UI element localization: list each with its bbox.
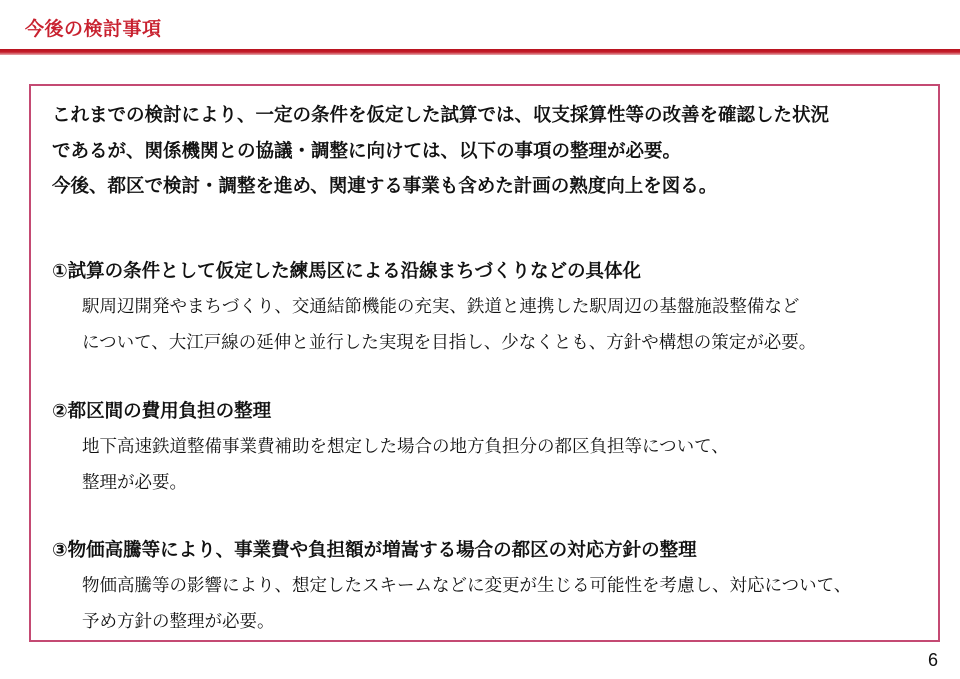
section-body-line: 地下高速鉄道整備事業費補助を想定した場合の地方負担分の都区負担等について、 — [82, 437, 729, 457]
section-heading: ①試算の条件として仮定した練馬区による沿線まちづくりなどの具体化 — [52, 261, 641, 282]
title-divider — [0, 49, 960, 55]
section-2 — [52, 394, 932, 501]
section-1 — [52, 254, 932, 361]
section-heading: ③物価高騰等により、事業費や負担額が増嵩する場合の都区の対応方針の整理 — [52, 540, 697, 561]
intro-paragraph — [52, 98, 922, 205]
section-body-line: について、大江戸線の延伸と並行した実現を目指し、少なくとも、方針や構想の策定が必要。 — [82, 333, 817, 353]
section-heading: ②都区間の費用負担の整理 — [52, 401, 272, 422]
section-body-line: 駅周辺開発やまちづくり、交通結節機能の充実、鉄道と連携した駅周辺の基盤施設整備など — [82, 297, 800, 317]
page-title: 今後の検討事項 — [25, 18, 162, 40]
page-number: 6 — [927, 650, 938, 670]
intro-line: これまでの検討により、一定の条件を仮定した試算では、収支採算性等の改善を確認した状況 — [52, 105, 830, 126]
intro-line: であるが、関係機関との協議・調整に向けては、以下の事項の整理が必要。 — [52, 140, 682, 162]
section-body-line: 整理が必要。 — [82, 473, 187, 493]
section-body-line: 予め方針の整理が必要。 — [82, 612, 275, 632]
section-body-line: 物価高騰等の影響により、想定したスキームなどに変更が生じる可能性を考慮し、対応について、 — [82, 576, 852, 596]
section-3 — [52, 533, 932, 640]
intro-line: 今後、都区で検討・調整を進め、関連する事業も含めた計画の熟度向上を図る。 — [52, 176, 718, 197]
